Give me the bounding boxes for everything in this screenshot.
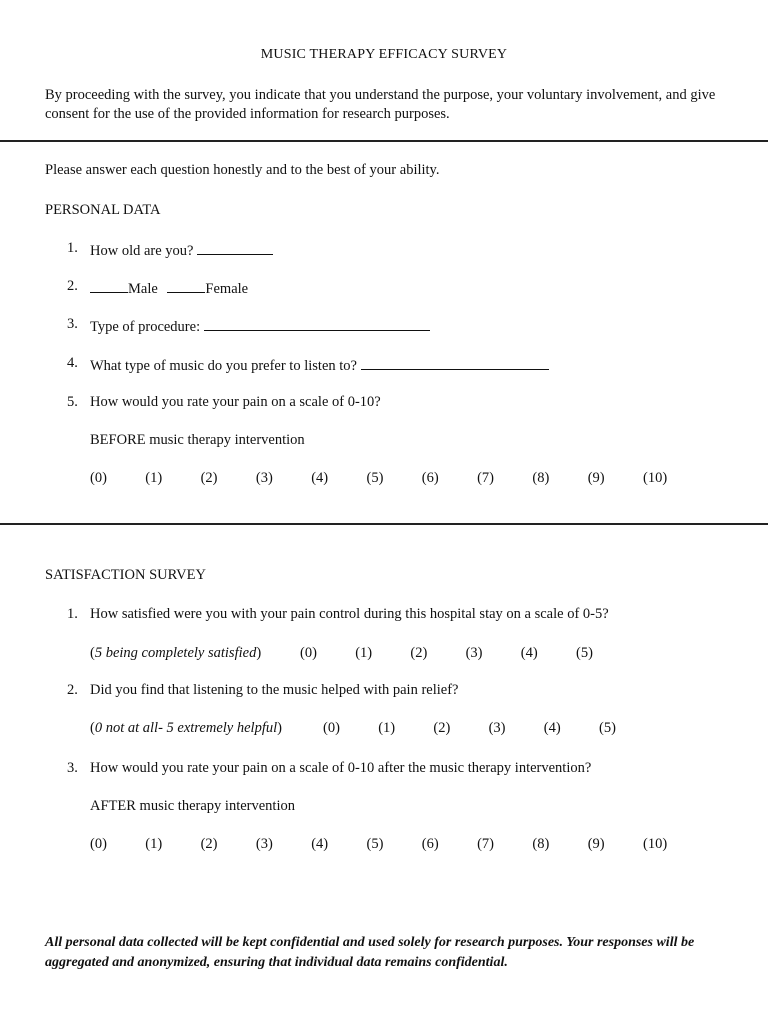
- pain-before-question: How would you rate your pain on a scale of 0-10?: [90, 394, 381, 410]
- scale-option-0[interactable]: (0): [300, 645, 317, 661]
- male-label: Male: [128, 281, 158, 297]
- personal-q3-number: 3.: [67, 316, 78, 332]
- personal-data-heading: PERSONAL DATA: [45, 202, 161, 218]
- scale-option-9[interactable]: (9): [587, 836, 605, 852]
- divider-middle: [0, 523, 768, 525]
- procedure-answer-field[interactable]: [204, 316, 430, 331]
- scale-option-6[interactable]: (6): [421, 836, 439, 852]
- female-label: Female: [205, 281, 249, 297]
- personal-q3: [90, 316, 430, 336]
- scale-option-10[interactable]: (10): [643, 836, 668, 852]
- music-question-label: What type of music do you prefer to listen to?: [90, 358, 357, 374]
- scale-option-4[interactable]: (4): [543, 720, 561, 736]
- male-checkbox-field[interactable]: [90, 278, 128, 293]
- scale-option-3[interactable]: (3): [255, 836, 273, 852]
- age-question-label: How old are you?: [90, 243, 194, 259]
- divider-top: [0, 140, 768, 142]
- music-helped-question: Did you find that listening to the music helped with pain relief?: [90, 682, 459, 698]
- scale-option-1[interactable]: (1): [378, 720, 396, 736]
- procedure-question-label: Type of procedure:: [90, 319, 201, 335]
- scale-option-7[interactable]: (7): [477, 470, 495, 486]
- satisfaction-q2-note: (0 not at all- 5 extremely helpful): [90, 720, 282, 736]
- scale-option-2[interactable]: (2): [200, 836, 218, 852]
- satisfaction-q3-number: 3.: [67, 760, 78, 776]
- consent-intro: By proceeding with the survey, you indicate that you understand the purpose, your voluntary involvement, and give consent for the use of the provided information for research purposes.: [45, 87, 716, 122]
- satisfaction-q1-note: (5 being completely satisfied): [90, 645, 262, 661]
- personal-q5-number: 5.: [67, 394, 78, 410]
- scale-option-5[interactable]: (5): [366, 470, 384, 486]
- scale-option-3[interactable]: (3): [255, 470, 273, 486]
- personal-q2-number: 2.: [67, 278, 78, 294]
- scale-option-2[interactable]: (2): [410, 645, 428, 661]
- personal-q2: [90, 278, 248, 298]
- scale-option-9[interactable]: (9): [587, 470, 605, 486]
- scale-option-1[interactable]: (1): [145, 836, 163, 852]
- scale-option-0[interactable]: (0): [323, 720, 340, 736]
- scale-option-4[interactable]: (4): [520, 645, 538, 661]
- personal-q4-number: 4.: [67, 355, 78, 371]
- confidentiality-note: All personal data collected will be kept confidential and used solely for research purposes. Your responses will be aggregated and anonymized, ensuring that individual data remains confidential.: [45, 935, 695, 970]
- age-answer-field[interactable]: [197, 240, 273, 255]
- survey-title: MUSIC THERAPY EFFICACY SURVEY: [260, 47, 508, 62]
- scale-option-7[interactable]: (7): [477, 836, 495, 852]
- scale-option-3[interactable]: (3): [465, 645, 483, 661]
- scale-option-2[interactable]: (2): [200, 470, 218, 486]
- scale-option-5[interactable]: (5): [576, 645, 593, 661]
- satisfaction-pain-control-question: How satisfied were you with your pain control during this hospital stay on a scale of 0-5?: [90, 606, 609, 622]
- scale-option-0[interactable]: (0): [90, 836, 107, 852]
- scale-option-5[interactable]: (5): [366, 836, 384, 852]
- before-intervention-label: BEFORE music therapy intervention: [90, 432, 305, 448]
- scale-option-2[interactable]: (2): [433, 720, 451, 736]
- scale-option-8[interactable]: (8): [532, 470, 550, 486]
- scale-option-5[interactable]: (5): [599, 720, 616, 736]
- scale-option-10[interactable]: (10): [643, 470, 668, 486]
- satisfaction-heading: SATISFACTION SURVEY: [45, 567, 206, 583]
- personal-q1: [90, 240, 273, 260]
- scale-option-4[interactable]: (4): [311, 470, 329, 486]
- scale-option-1[interactable]: (1): [355, 645, 373, 661]
- scale-option-0[interactable]: (0): [90, 470, 107, 486]
- pain-after-question: How would you rate your pain on a scale of 0-10 after the music therapy intervention?: [90, 760, 592, 776]
- music-answer-field[interactable]: [361, 355, 549, 370]
- satisfaction-q2-number: 2.: [67, 682, 78, 698]
- female-checkbox-field[interactable]: [167, 278, 205, 293]
- personal-q1-number: 1.: [67, 240, 78, 256]
- scale-option-1[interactable]: (1): [145, 470, 163, 486]
- scale-option-4[interactable]: (4): [311, 836, 329, 852]
- personal-q4: [90, 355, 549, 375]
- scale-option-8[interactable]: (8): [532, 836, 550, 852]
- satisfaction-q1-number: 1.: [67, 606, 78, 622]
- after-intervention-label: AFTER music therapy intervention: [90, 798, 295, 814]
- instruction-text: Please answer each question honestly and to the best of your ability.: [45, 162, 440, 178]
- scale-option-6[interactable]: (6): [421, 470, 439, 486]
- scale-option-3[interactable]: (3): [488, 720, 506, 736]
